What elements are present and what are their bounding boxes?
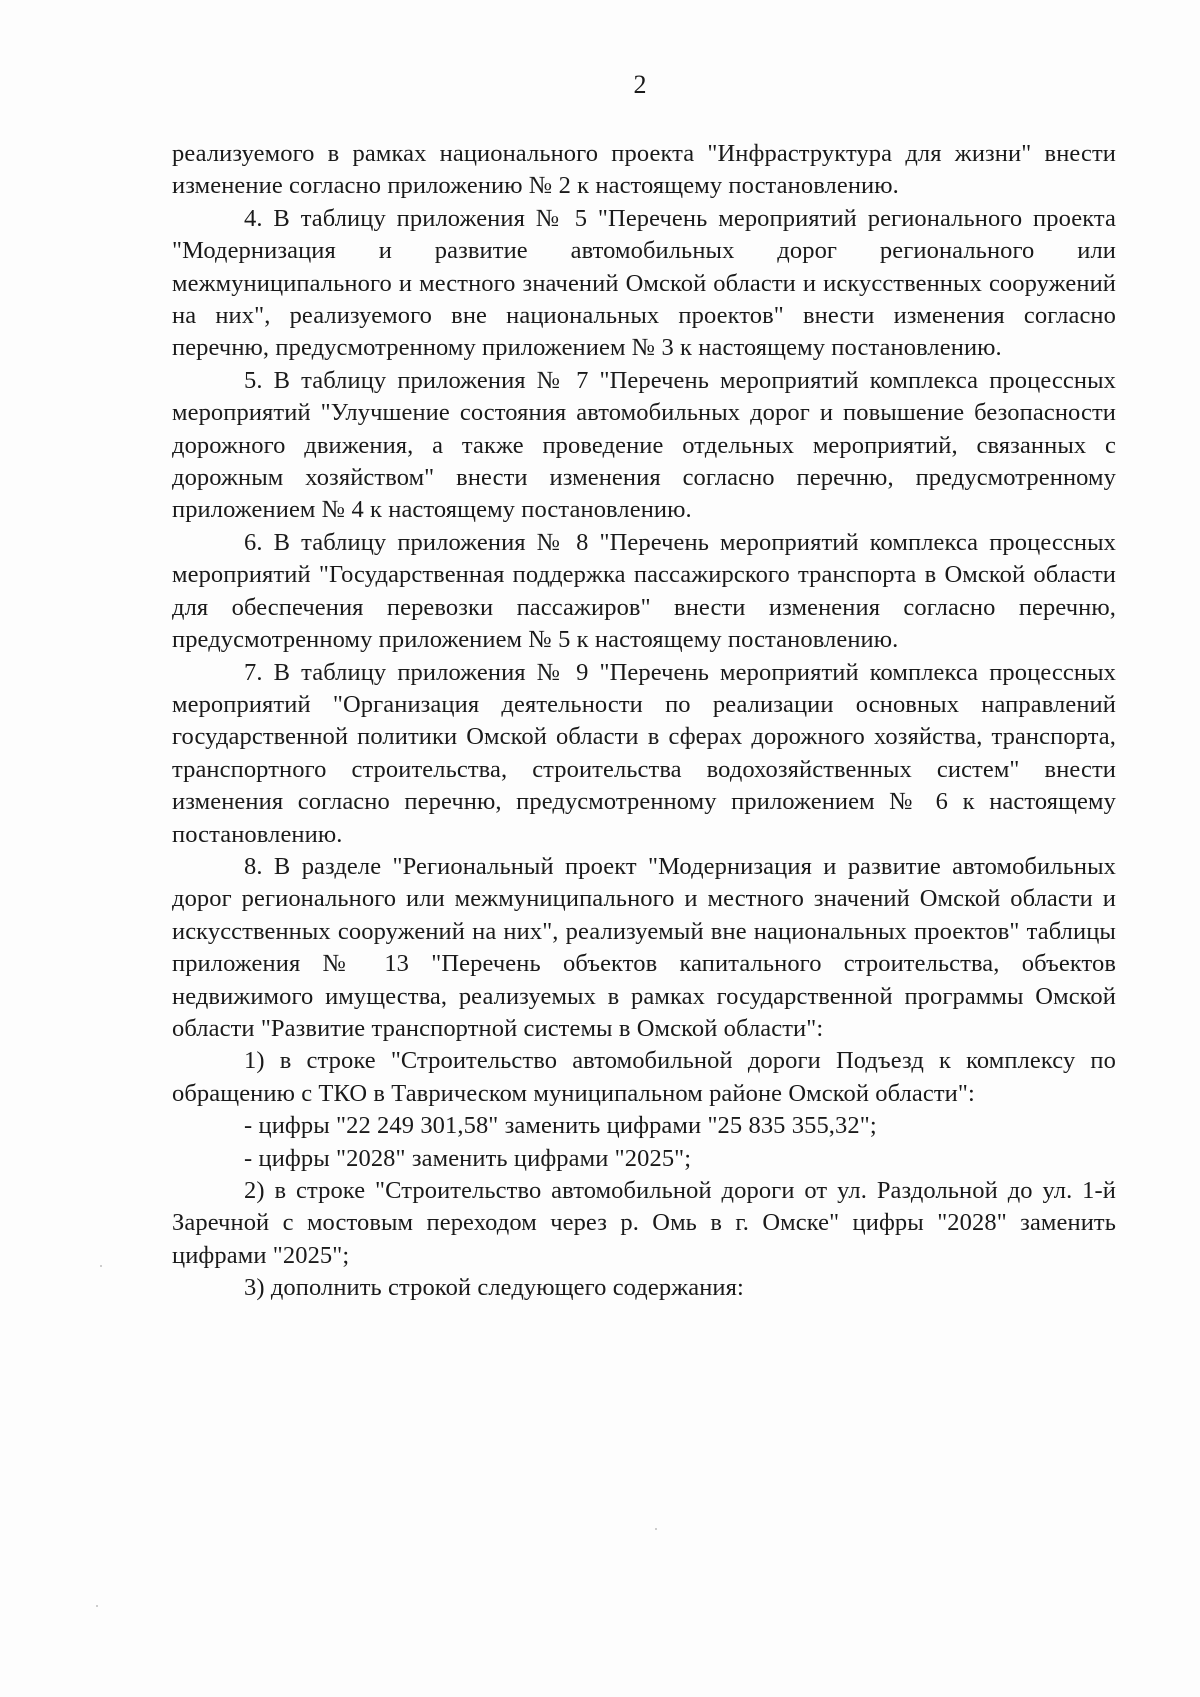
paragraph-item-6: 6. В таблицу приложения № 8 "Перечень мероприятий комплекса процессных мероприятий "Государственная поддержка пассажирского транспорта в Омской области для обеспечения перевозки пассажиров" внести изменения согласно перечню, предусмотренному приложением № 5 к настоящему постановлению.: [172, 528, 1116, 654]
paragraph-item-7: 7. В таблицу приложения № 9 "Перечень мероприятий комплекса процессных мероприятий "Организация деятельности по реализации основных направлений государственной политики Омской области в сферах дорожного хозяйства, транспорта, транспортного строительства, строительства водохозяйственных систем" внести изменения согласно перечню, предусмотренному приложением № 6 к настоящему постановлению.: [172, 658, 1116, 848]
scan-speck: [655, 1528, 657, 1530]
document-body: [172, 138, 1116, 1305]
paragraph-dash-2: - цифры "2028" заменить цифрами "2025";: [244, 1144, 692, 1172]
paragraph-item-4: 4. В таблицу приложения № 5 "Перечень мероприятий регионального проекта "Модернизация и развитие автомобильных дорог регионального или межмуниципального и местного значений Омской области и искусственных сооружений на них", реализуемого вне национальных проектов" внести изменения согласно перечню, предусмотренному приложением № 3 к настоящему постановлению.: [172, 204, 1116, 362]
paragraph-continuation: реализуемого в рамках национального проекта "Инфраструктура для жизни" внести изменение согласно приложению № 2 к настоящему постановлению.: [172, 140, 1116, 200]
paragraph-item-8: 8. В разделе "Региональный проект "Модернизация и развитие автомобильных дорог регионального или межмуниципального и местного значений Омской области и искусственных сооружений на них", реализуемый вне национальных проектов" таблицы приложения № 13 "Перечень объектов капитального строительства, объектов недвижимого имущества, реализуемых в рамках государственной программы Омской области "Развитие транспортной системы в Омской области":: [172, 852, 1116, 1042]
paragraph-subitem-2: 2) в строке "Строительство автомобильной дороги от ул. Раздольной до ул. 1-й Заречной с мостовым переходом через р. Омь в г. Омске" цифры "2028" заменить цифрами "2025";: [172, 1177, 1116, 1269]
scan-speck: [96, 1605, 98, 1607]
paragraph-subitem-3: 3) дополнить строкой следующего содержания:: [244, 1274, 744, 1302]
scan-speck: [100, 1265, 102, 1267]
paragraph-subitem-1: 1) в строке "Строительство автомобильной дороги Подъезд к комплексу по обращению с ТКО в Таврическом муниципальном районе Омской области":: [172, 1047, 1116, 1107]
paragraph-item-5: 5. В таблицу приложения № 7 "Перечень мероприятий комплекса процессных мероприятий "Улучшение состояния автомобильных дорог и повышение безопасности дорожного движения, а также проведение отдельных мероприятий, связанных с дорожным хозяйством" внести изменения согласно перечню, предусмотренному приложением № 4 к настоящему постановлению.: [172, 366, 1116, 524]
paragraph-dash-1: - цифры "22 249 301,58" заменить цифрами "25 835 355,32";: [244, 1112, 877, 1140]
page-number: 2: [633, 70, 647, 99]
